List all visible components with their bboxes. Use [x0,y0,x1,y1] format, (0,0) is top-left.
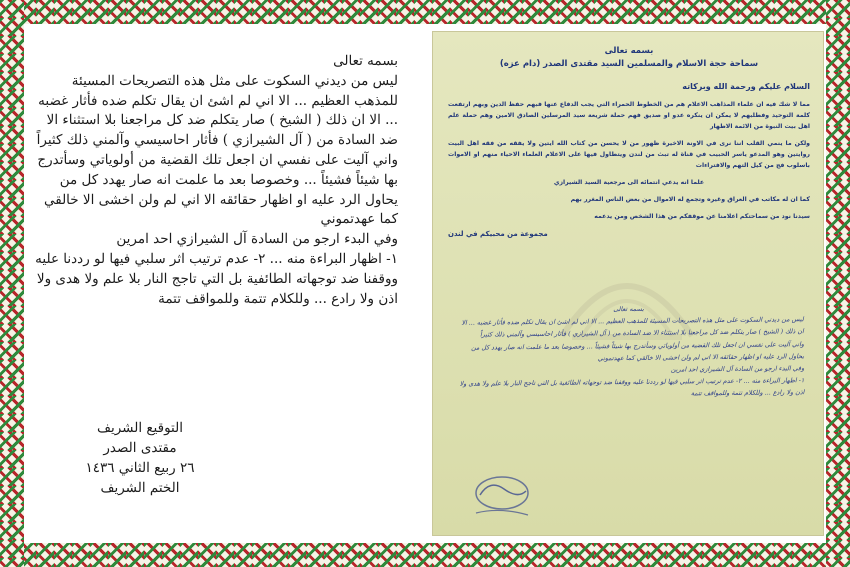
seal-label: الختم الشريف [100,480,180,496]
letter-signoff: مجموعة من محبيكم في لندن [448,230,548,238]
transcript-line: ١- اظهار البراءة منه ... ٢- عدم ترتيب اثر سلبي فيها لو رددنا عليه ووقفنا ضد توجهاته الطائفية بل التي تاجج النار بلا علم ولا هدى ولا اذن ولا رادع ... وللكلام تتمة وللمواقف تتمة [35,250,398,307]
letter-photo [432,31,824,536]
frame-border-left [0,0,24,567]
signature-seal [470,471,534,521]
handwritten-reply [453,301,804,402]
letter-paragraph: كما ان له مكاتب في العراق وغيره وتجمع له الاموال من بعض الناس المغرر بهم [570,196,810,203]
letter-greeting: السلام عليكم ورحمة الله وبركاته [682,82,810,91]
letter-heading: بسمه تعالى [604,46,654,56]
frame-border-top [0,0,850,24]
handwritten-line: بسمه تعالى [613,304,644,314]
frame-border-bottom [0,543,850,567]
handwritten-line: ١- اظهار البراءة منه ... ٢- عدم ترتيب اثر سلبي فيها لو رددنا عليه ووقفنا ضد توجهاته الطائفية بل التي تاجج النار بلا علم ولا هدى ولا اذن ولا رادع ... وللكلام تتمة وللمواقف تتمة [459,376,805,398]
transcript-line: بسمه تعالى [333,53,398,69]
letter-addressee: سماحة حجة الاسلام والمسلمين السيد مقتدى الصدر (دام عزه) [499,59,759,69]
signature-label: التوقيع الشريف [96,420,183,436]
handwritten-line: ليس من ديدني السكوت على مثل هذه التصريحات المسيئة للمذهب العظيم ... الا اني لم اشئ ان يقال تكلم ضده فأثار غضبه ... الا ان ذلك ( الشيخ ) صار يتكلم ضد كل مراجعنا بلا استثناء الا ضد السادة من ( آل الشيرازي ) فأثار احاسيسي وآلمني ذلك كثيراً [461,315,804,339]
letter-paragraph: سيدنا نود من سماحتكم اعلامنا عن موقفكم من هذا الشخص ومن يدعمه [594,213,810,220]
typed-transcript [30,52,398,309]
transcript-line: ليس من ديدني السكوت على مثل هذه التصريحات المسيئة للمذهب العظيم ... الا اني لم اشئ ان يقال تكلم ضده فأثار غضبه ... الا ان ذلك ( الشيخ ) صار يتكلم ضد كل مراجعنا بلا استثناء الا ضد السادة من ( آل الشيرازي ) فأثار احاسيسي وآلمني ذلك كثيراً [36,72,398,149]
letter-paragraph: مما لا شك فيه ان علماء المذاهب الاعلام هم من الخطوط الحمراء التي يجب الدفاع عنها فبهم حفظ الدين وبهم ارتفعت كلمة التوحيد وفطلبهم لا يمكن ان ينكره عدو او صديق فهم حملة شريعة سيد المرسلين الصادق الامين وهم حملة علم اهل بيت النبوة من الائمة الاطهار [448,101,810,130]
handwritten-line: واني آليت على نفسي ان اجعل تلك القضية من أولوياتي وسأتدرج بها شيئاً فشيئاً ... وخصوصا بعد ما علمت انه صار يهدد كل من يحاول الرد عليه او اظهار حقائقه الا اني لم ولن اخشى الا خالقي كما عهدتموني [471,339,805,363]
transcript-line: وفي البدء ارجو من السادة آل الشيرازي احد امرين [116,231,398,248]
signature-block [30,418,250,498]
letter-body [448,45,810,240]
letter-paragraph: علما انه يدعي انتمائه الى مرجعية السيد الشيرازي [553,179,705,186]
handwritten-line: وفي البدء ارجو من السادة آل الشيرازي احد امرين [670,364,805,374]
signature-name: مقتدى الصدر [103,440,177,456]
transcript-line: واني آليت على نفسي ان اجعل تلك القضية من أولوياتي وسأتدرج بها شيئاً فشيئاً ... وخصوصا بعد ما علمت انه صار يهدد كل من يحاول الرد عليه او اظهار حقائقه الا اني لم ولن اخشى الا خالقي كما عهدتموني [37,151,398,228]
letter-paragraph: ولكن ما ينمي القلب اننا نرى في الاونة الاخيرة ظهور من لا يحسن من كتاب الله ايتين ولا يفقه من فقه اهل البيت روايتين وهو المدعو ياسر الحبيب في قناة له تبث من لندن ويتطاول فيها على الاعلام العلماء الاحياء منهم او الاموات باسلوب فج من كيل التهم والافتراءات [448,140,810,169]
frame-border-right [826,0,850,567]
signature-date: ٢٦ ربيع الثاني ١٤٣٦ [85,460,195,476]
